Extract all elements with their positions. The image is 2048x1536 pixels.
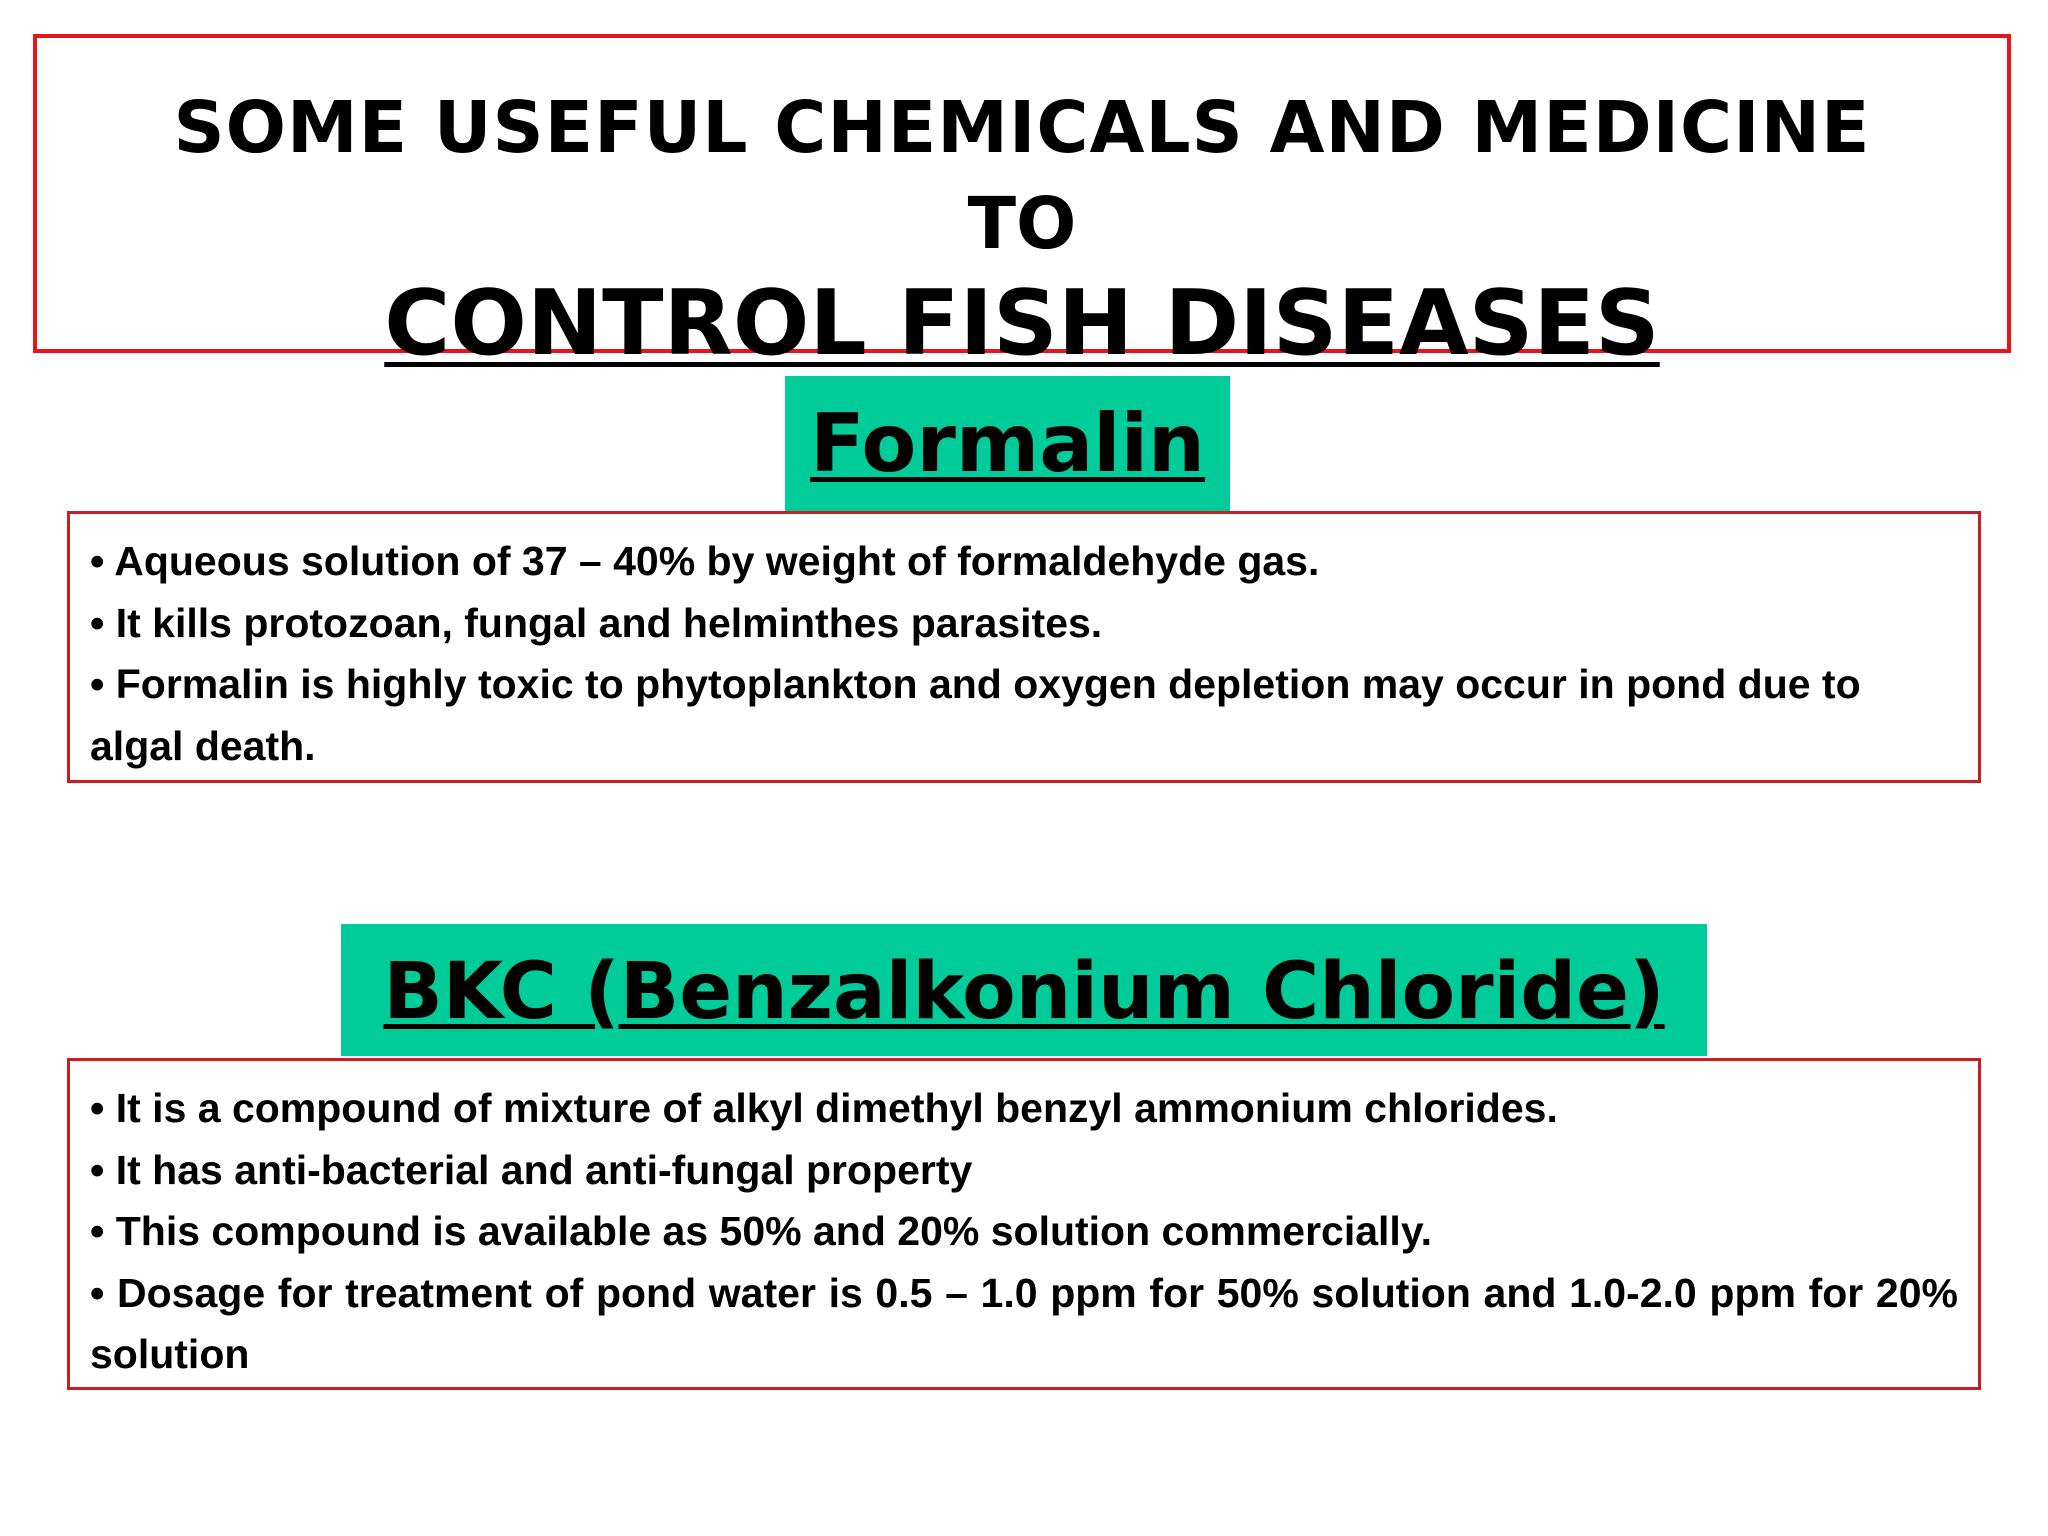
formalin-bullet: • Aqueous solution of 37 – 40% by weight of formaldehyde gas. bbox=[90, 538, 1320, 584]
bkc-bullet: • It has anti-bacterial and anti-fungal property bbox=[90, 1146, 973, 1193]
bkc-bullet: • This compound is available as 50% and 20% solution commercially. bbox=[90, 1208, 1432, 1254]
title-line-2: TO bbox=[967, 182, 1077, 265]
bkc-heading-text: BKC (Benzalkonium Chloride) bbox=[383, 947, 1665, 1037]
bkc-bullet: • It is a compound of mixture of alkyl dimethyl benzyl ammonium chlorides. bbox=[90, 1085, 1558, 1131]
formalin-heading-text: Formalin bbox=[810, 397, 1205, 490]
title-line-3 bbox=[37, 271, 2007, 376]
bkc-info-box bbox=[67, 1058, 1981, 1390]
title-line-3-text: CONTROL FISH DISEASES bbox=[384, 271, 1660, 376]
formalin-info-box bbox=[67, 511, 1981, 783]
title-line-1: SOME USEFUL CHEMICALS AND MEDICINE bbox=[173, 86, 1871, 169]
bkc-bullet: • Dosage for treatment of pond water is 0.5 – 1.0 ppm for 50% solution and 1.0-2.0 ppm for 20% solution bbox=[90, 1269, 1958, 1377]
title-box bbox=[33, 34, 2011, 376]
bkc-heading bbox=[341, 924, 1707, 1056]
formalin-bullet: • It kills protozoan, fungal and helminthes parasites. bbox=[90, 599, 1103, 646]
formalin-heading bbox=[785, 376, 1230, 512]
formalin-bullet: • Formalin is highly toxic to phytoplankton and oxygen depletion may occur in pond due to algal death. bbox=[90, 661, 1861, 769]
